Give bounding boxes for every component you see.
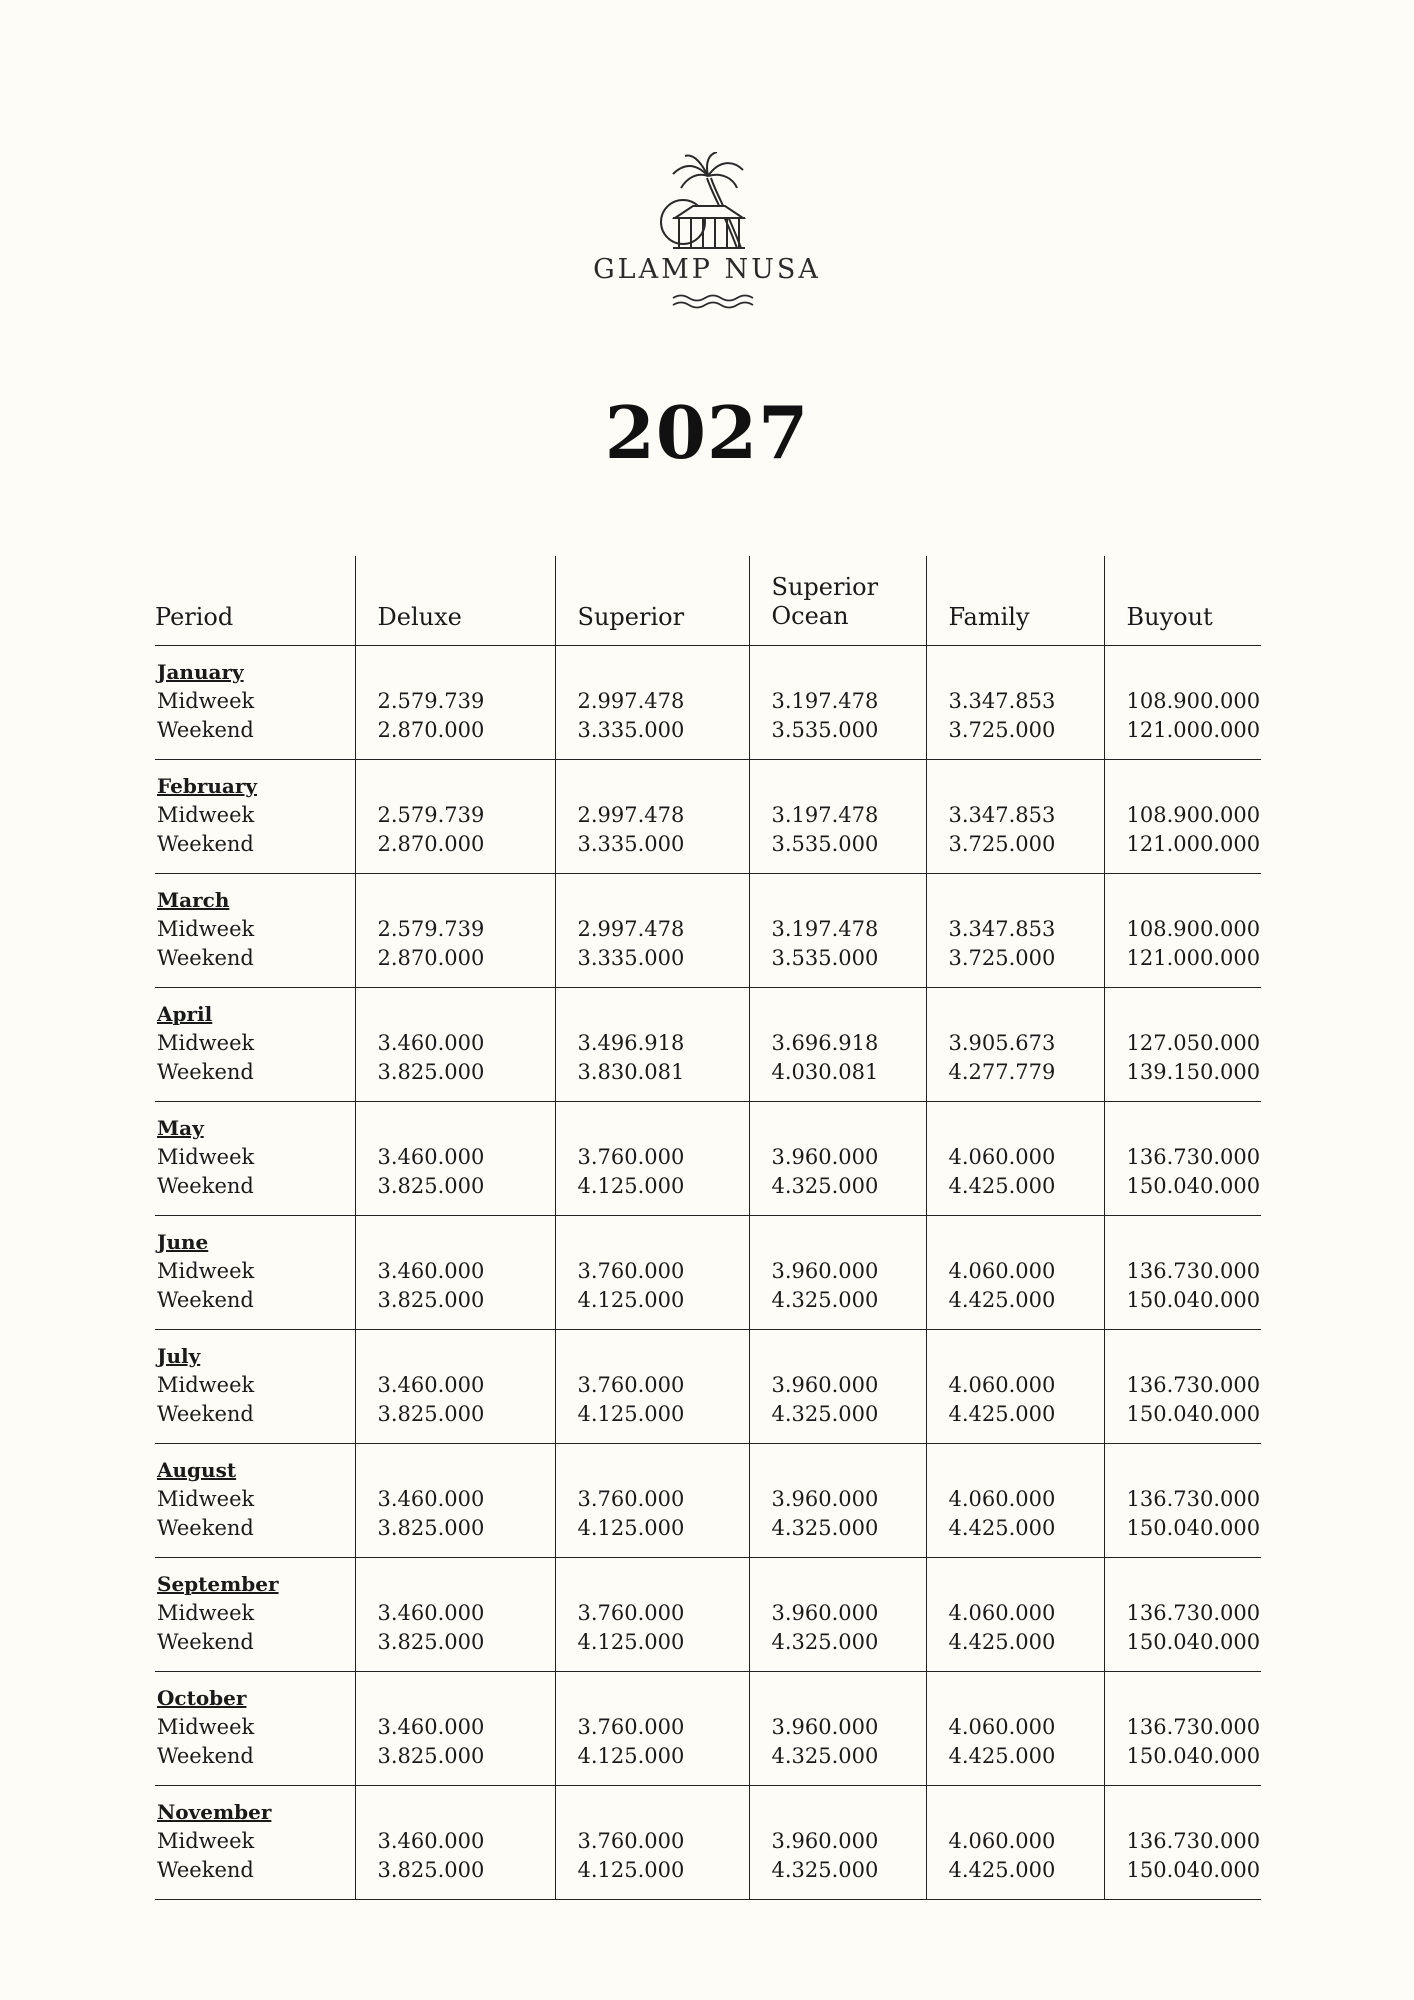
superior-weekend-price: 4.125.000 [577, 1173, 685, 1198]
table-row [155, 760, 1261, 874]
superior-ocean-weekend-price: 4.325.000 [771, 1173, 879, 1198]
deluxe-weekend-price: 3.825.000 [377, 1743, 485, 1768]
superior-weekend-price: 4.125.000 [577, 1857, 685, 1882]
superior-cell [555, 1444, 749, 1558]
table-row [155, 874, 1261, 988]
superior-midweek-price: 3.760.000 [577, 1258, 685, 1283]
column-header-superior-ocean: Superior Ocean [749, 556, 926, 646]
family-midweek-price: 4.060.000 [948, 1714, 1056, 1739]
family-cell [926, 988, 1104, 1102]
buyout-weekend-price: 150.040.000 [1126, 1743, 1261, 1768]
midweek-label: Midweek [157, 1031, 255, 1055]
table-row [155, 1786, 1261, 1900]
period-cell [155, 760, 355, 874]
superior-ocean-weekend-price: 3.535.000 [771, 717, 879, 742]
buyout-cell [1104, 1558, 1261, 1672]
buyout-midweek-price: 108.900.000 [1126, 688, 1261, 713]
deluxe-midweek-price: 3.460.000 [377, 1372, 485, 1397]
family-midweek-price: 3.347.853 [948, 688, 1056, 713]
family-midweek-price: 3.347.853 [948, 916, 1056, 941]
superior-midweek-price: 3.496.918 [577, 1030, 685, 1055]
midweek-label: Midweek [157, 1829, 255, 1853]
superior-ocean-midweek-price: 3.960.000 [771, 1486, 879, 1511]
table-row [155, 1216, 1261, 1330]
deluxe-weekend-price: 2.870.000 [377, 945, 485, 970]
weekend-label: Weekend [157, 1858, 254, 1882]
weekend-label: Weekend [157, 832, 254, 856]
weekend-label: Weekend [157, 1174, 254, 1198]
family-midweek-price: 3.905.673 [948, 1030, 1056, 1055]
family-midweek-price: 3.347.853 [948, 802, 1056, 827]
deluxe-cell [355, 1330, 555, 1444]
column-header-buyout: Buyout [1104, 556, 1261, 646]
superior-ocean-midweek-price: 3.696.918 [771, 1030, 879, 1055]
family-cell [926, 1786, 1104, 1900]
deluxe-weekend-price: 2.870.000 [377, 831, 485, 856]
deluxe-midweek-price: 3.460.000 [377, 1600, 485, 1625]
buyout-midweek-price: 136.730.000 [1126, 1372, 1261, 1397]
superior-midweek-price: 2.997.478 [577, 916, 685, 941]
superior-ocean-midweek-price: 3.960.000 [771, 1258, 879, 1283]
table-row [155, 1330, 1261, 1444]
column-header-superior: Superior [555, 556, 749, 646]
weekend-label: Weekend [157, 946, 254, 970]
family-midweek-price: 4.060.000 [948, 1600, 1056, 1625]
period-cell [155, 874, 355, 988]
superior-midweek-price: 2.997.478 [577, 802, 685, 827]
month-label: October [157, 1686, 247, 1710]
table-row [155, 1558, 1261, 1672]
family-weekend-price: 4.425.000 [948, 1401, 1056, 1426]
deluxe-midweek-price: 2.579.739 [377, 916, 485, 941]
period-cell [155, 1330, 355, 1444]
buyout-weekend-price: 150.040.000 [1126, 1287, 1261, 1312]
superior-weekend-price: 3.335.000 [577, 717, 685, 742]
superior-midweek-price: 3.760.000 [577, 1828, 685, 1853]
deluxe-midweek-price: 2.579.739 [377, 688, 485, 713]
buyout-weekend-price: 150.040.000 [1126, 1173, 1261, 1198]
month-label: June [157, 1230, 209, 1254]
superior-ocean-weekend-price: 3.535.000 [771, 945, 879, 970]
deluxe-cell [355, 1444, 555, 1558]
family-weekend-price: 4.425.000 [948, 1287, 1056, 1312]
superior-midweek-price: 3.760.000 [577, 1600, 685, 1625]
midweek-label: Midweek [157, 1487, 255, 1511]
family-cell [926, 1558, 1104, 1672]
superior-ocean-weekend-price: 3.535.000 [771, 831, 879, 856]
deluxe-midweek-price: 3.460.000 [377, 1714, 485, 1739]
buyout-weekend-price: 150.040.000 [1126, 1629, 1261, 1654]
superior-cell [555, 646, 749, 760]
superior-midweek-price: 3.760.000 [577, 1372, 685, 1397]
table-row [155, 988, 1261, 1102]
weekend-label: Weekend [157, 1516, 254, 1540]
deluxe-cell [355, 988, 555, 1102]
deluxe-weekend-price: 3.825.000 [377, 1173, 485, 1198]
superior-cell [555, 874, 749, 988]
buyout-weekend-price: 121.000.000 [1126, 945, 1261, 970]
superior-midweek-price: 3.760.000 [577, 1714, 685, 1739]
superior-weekend-price: 4.125.000 [577, 1629, 685, 1654]
buyout-midweek-price: 136.730.000 [1126, 1258, 1261, 1283]
family-cell [926, 1102, 1104, 1216]
superior-ocean-midweek-price: 3.197.478 [771, 688, 879, 713]
superior-weekend-price: 4.125.000 [577, 1743, 685, 1768]
buyout-midweek-price: 136.730.000 [1126, 1828, 1261, 1853]
buyout-cell [1104, 760, 1261, 874]
deluxe-weekend-price: 3.825.000 [377, 1629, 485, 1654]
buyout-midweek-price: 108.900.000 [1126, 802, 1261, 827]
family-cell [926, 1444, 1104, 1558]
midweek-label: Midweek [157, 917, 255, 941]
family-weekend-price: 4.425.000 [948, 1173, 1056, 1198]
buyout-midweek-price: 136.730.000 [1126, 1600, 1261, 1625]
superior-ocean-weekend-price: 4.325.000 [771, 1857, 879, 1882]
family-midweek-price: 4.060.000 [948, 1258, 1056, 1283]
weekend-label: Weekend [157, 1744, 254, 1768]
period-cell [155, 1558, 355, 1672]
family-midweek-price: 4.060.000 [948, 1144, 1056, 1169]
family-midweek-price: 4.060.000 [948, 1828, 1056, 1853]
superior-weekend-price: 3.830.081 [577, 1059, 685, 1084]
deluxe-weekend-price: 3.825.000 [377, 1059, 485, 1084]
superior-ocean-cell [749, 1330, 926, 1444]
deluxe-midweek-price: 3.460.000 [377, 1258, 485, 1283]
family-cell [926, 1216, 1104, 1330]
deluxe-cell [355, 1558, 555, 1672]
superior-weekend-price: 4.125.000 [577, 1515, 685, 1540]
family-midweek-price: 4.060.000 [948, 1486, 1056, 1511]
month-label: September [157, 1572, 279, 1596]
family-weekend-price: 4.425.000 [948, 1743, 1056, 1768]
buyout-midweek-price: 108.900.000 [1126, 916, 1261, 941]
superior-midweek-price: 3.760.000 [577, 1486, 685, 1511]
page-title: 2027 [604, 390, 810, 475]
period-cell [155, 1786, 355, 1900]
buyout-cell [1104, 1102, 1261, 1216]
weekend-label: Weekend [157, 1288, 254, 1312]
family-weekend-price: 4.277.779 [948, 1059, 1056, 1084]
deluxe-midweek-price: 3.460.000 [377, 1828, 485, 1853]
superior-ocean-midweek-price: 3.197.478 [771, 802, 879, 827]
rates-table [155, 556, 1261, 1900]
deluxe-midweek-price: 3.460.000 [377, 1486, 485, 1511]
buyout-cell [1104, 1216, 1261, 1330]
table-row [155, 646, 1261, 760]
deluxe-midweek-price: 2.579.739 [377, 802, 485, 827]
superior-ocean-cell [749, 1558, 926, 1672]
superior-ocean-weekend-price: 4.325.000 [771, 1743, 879, 1768]
superior-ocean-midweek-price: 3.197.478 [771, 916, 879, 941]
brand-logo [587, 152, 827, 312]
superior-cell [555, 1558, 749, 1672]
superior-cell [555, 1786, 749, 1900]
buyout-cell [1104, 874, 1261, 988]
superior-ocean-cell [749, 1672, 926, 1786]
midweek-label: Midweek [157, 803, 255, 827]
buyout-midweek-price: 136.730.000 [1126, 1144, 1261, 1169]
buyout-weekend-price: 150.040.000 [1126, 1401, 1261, 1426]
superior-ocean-weekend-price: 4.325.000 [771, 1629, 879, 1654]
month-label: August [157, 1458, 237, 1482]
superior-ocean-cell [749, 988, 926, 1102]
brand-name: GLAMP NUSA [593, 254, 821, 285]
superior-ocean-midweek-price: 3.960.000 [771, 1714, 879, 1739]
deluxe-weekend-price: 3.825.000 [377, 1401, 485, 1426]
table-row [155, 1102, 1261, 1216]
family-cell [926, 1672, 1104, 1786]
month-label: May [157, 1116, 204, 1140]
superior-cell [555, 1672, 749, 1786]
superior-ocean-midweek-price: 3.960.000 [771, 1144, 879, 1169]
buyout-cell [1104, 988, 1261, 1102]
superior-cell [555, 1102, 749, 1216]
weekend-label: Weekend [157, 1402, 254, 1426]
midweek-label: Midweek [157, 1715, 255, 1739]
superior-ocean-cell [749, 1786, 926, 1900]
family-weekend-price: 4.425.000 [948, 1515, 1056, 1540]
superior-midweek-price: 3.760.000 [577, 1144, 685, 1169]
deluxe-weekend-price: 3.825.000 [377, 1515, 485, 1540]
superior-ocean-midweek-price: 3.960.000 [771, 1600, 879, 1625]
family-cell [926, 1330, 1104, 1444]
superior-ocean-midweek-price: 3.960.000 [771, 1828, 879, 1853]
superior-ocean-weekend-price: 4.030.081 [771, 1059, 879, 1084]
deluxe-weekend-price: 3.825.000 [377, 1287, 485, 1312]
month-label: January [157, 660, 244, 684]
superior-ocean-cell [749, 1444, 926, 1558]
deluxe-cell [355, 1216, 555, 1330]
table-row [155, 1672, 1261, 1786]
midweek-label: Midweek [157, 1259, 255, 1283]
buyout-cell [1104, 1672, 1261, 1786]
superior-ocean-cell [749, 760, 926, 874]
buyout-weekend-price: 121.000.000 [1126, 831, 1261, 856]
superior-ocean-cell [749, 1102, 926, 1216]
buyout-cell [1104, 1786, 1261, 1900]
superior-midweek-price: 2.997.478 [577, 688, 685, 713]
table-row [155, 1444, 1261, 1558]
family-weekend-price: 4.425.000 [948, 1629, 1056, 1654]
superior-cell [555, 1330, 749, 1444]
buyout-midweek-price: 136.730.000 [1126, 1486, 1261, 1511]
deluxe-midweek-price: 3.460.000 [377, 1144, 485, 1169]
buyout-cell [1104, 646, 1261, 760]
period-cell [155, 1216, 355, 1330]
family-cell [926, 874, 1104, 988]
superior-ocean-cell [749, 874, 926, 988]
family-weekend-price: 3.725.000 [948, 717, 1056, 742]
period-cell [155, 1444, 355, 1558]
month-label: April [157, 1002, 213, 1026]
period-cell [155, 1102, 355, 1216]
waves-icon [587, 292, 827, 312]
superior-weekend-price: 3.335.000 [577, 945, 685, 970]
family-weekend-price: 3.725.000 [948, 945, 1056, 970]
family-midweek-price: 4.060.000 [948, 1372, 1056, 1397]
superior-ocean-weekend-price: 4.325.000 [771, 1287, 879, 1312]
superior-ocean-cell [749, 1216, 926, 1330]
superior-ocean-weekend-price: 4.325.000 [771, 1515, 879, 1540]
column-header-period: Period [155, 556, 355, 646]
palm-hut-logo-icon [587, 152, 827, 252]
buyout-weekend-price: 150.040.000 [1126, 1515, 1261, 1540]
buyout-weekend-price: 121.000.000 [1126, 717, 1261, 742]
superior-cell [555, 760, 749, 874]
family-cell [926, 646, 1104, 760]
period-cell [155, 646, 355, 760]
deluxe-cell [355, 874, 555, 988]
buyout-weekend-price: 139.150.000 [1126, 1059, 1261, 1084]
family-weekend-price: 3.725.000 [948, 831, 1056, 856]
deluxe-cell [355, 1102, 555, 1216]
deluxe-cell [355, 1786, 555, 1900]
superior-cell [555, 1216, 749, 1330]
month-label: February [157, 774, 258, 798]
deluxe-midweek-price: 3.460.000 [377, 1030, 485, 1055]
family-cell [926, 760, 1104, 874]
superior-ocean-weekend-price: 4.325.000 [771, 1401, 879, 1426]
deluxe-cell [355, 760, 555, 874]
month-label: November [157, 1800, 272, 1824]
weekend-label: Weekend [157, 1060, 254, 1084]
buyout-cell [1104, 1444, 1261, 1558]
midweek-label: Midweek [157, 1373, 255, 1397]
column-header-deluxe: Deluxe [355, 556, 555, 646]
family-weekend-price: 4.425.000 [948, 1857, 1056, 1882]
deluxe-cell [355, 1672, 555, 1786]
buyout-midweek-price: 136.730.000 [1126, 1714, 1261, 1739]
midweek-label: Midweek [157, 1601, 255, 1625]
superior-ocean-cell [749, 646, 926, 760]
midweek-label: Midweek [157, 1145, 255, 1169]
superior-cell [555, 988, 749, 1102]
period-cell [155, 1672, 355, 1786]
deluxe-weekend-price: 2.870.000 [377, 717, 485, 742]
superior-weekend-price: 4.125.000 [577, 1287, 685, 1312]
table-header-row [155, 556, 1261, 646]
buyout-cell [1104, 1330, 1261, 1444]
deluxe-weekend-price: 3.825.000 [377, 1857, 485, 1882]
period-cell [155, 988, 355, 1102]
superior-weekend-price: 3.335.000 [577, 831, 685, 856]
midweek-label: Midweek [157, 689, 255, 713]
weekend-label: Weekend [157, 1630, 254, 1654]
weekend-label: Weekend [157, 718, 254, 742]
column-header-family: Family [926, 556, 1104, 646]
deluxe-cell [355, 646, 555, 760]
month-label: March [157, 888, 230, 912]
month-label: July [157, 1344, 201, 1368]
superior-ocean-midweek-price: 3.960.000 [771, 1372, 879, 1397]
superior-weekend-price: 4.125.000 [577, 1401, 685, 1426]
buyout-weekend-price: 150.040.000 [1126, 1857, 1261, 1882]
buyout-midweek-price: 127.050.000 [1126, 1030, 1261, 1055]
